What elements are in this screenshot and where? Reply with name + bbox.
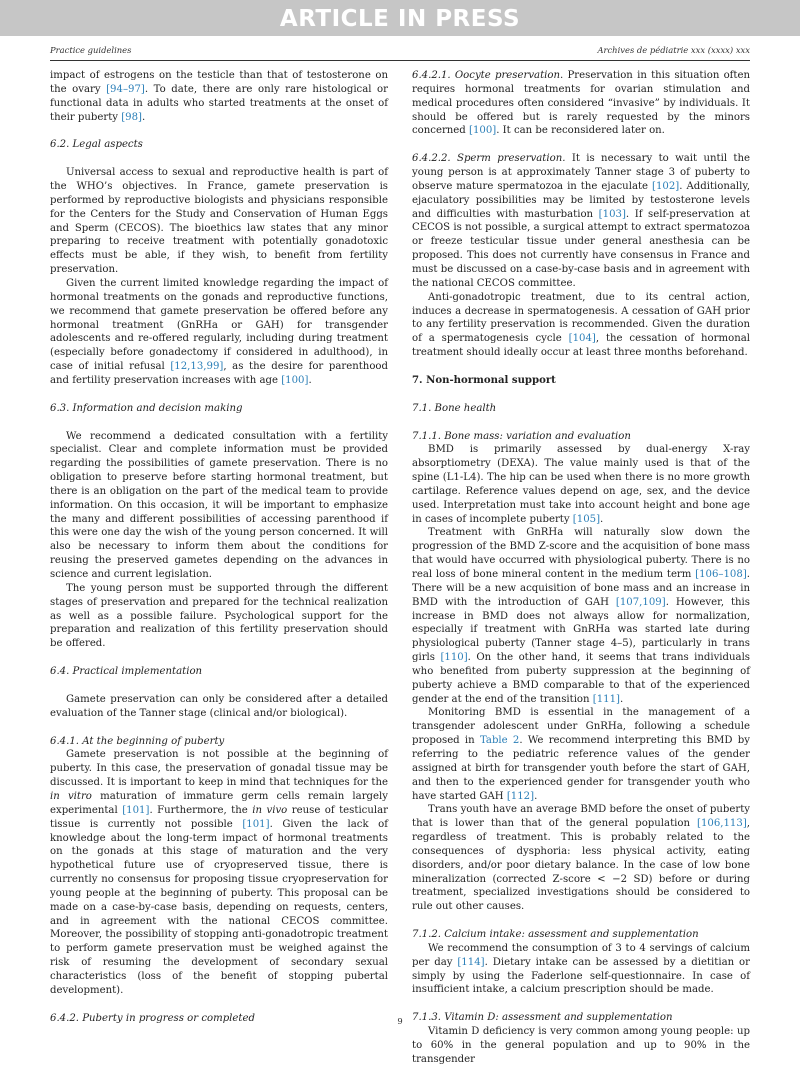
subsection-heading xyxy=(412,430,750,444)
block-spacer xyxy=(50,998,388,1012)
subsection-heading xyxy=(50,735,388,749)
text-run: 7.1.1. Bone mass: variation and evaluation xyxy=(412,430,631,442)
running-head-right: Archives de pédiatrie xxx (xxxx) xxx xyxy=(597,45,750,55)
body-paragraph xyxy=(412,1025,750,1067)
text-run: 7.1.2. Calcium intake: assessment and supplementation xyxy=(412,929,699,941)
body-paragraph xyxy=(50,166,388,277)
citation-link[interactable]: [101] xyxy=(242,818,270,830)
body-paragraph xyxy=(412,291,750,360)
left-column xyxy=(50,69,388,1039)
text-run: Monitoring BMD is essential in the management of a transgender adolescent under GnRHa, following a schedule proposed in xyxy=(412,707,750,747)
running-head-left: Practice guidelines xyxy=(50,45,132,55)
block-spacer xyxy=(412,360,750,374)
right-column xyxy=(412,69,750,1067)
text-run: 7.1. Bone health xyxy=(412,402,497,414)
body-paragraph xyxy=(50,748,388,997)
body-paragraph xyxy=(412,526,750,706)
italic-text: 6.4.2.2. Sperm preservation. xyxy=(412,153,566,165)
body-paragraph xyxy=(50,69,388,124)
text-run: We recommend the consumption of 3 to 4 servings of calcium per day xyxy=(412,942,750,968)
citation-link[interactable]: [98] xyxy=(121,111,142,123)
text-run: We recommend a dedicated consultation with a fertility specialist. Clear and complete information must be provided regarding the possibilities of gamete preservation. There is no obligation to preserve before starting hormonal treatment, but there is an obligation on the part of the medical team to provide information. On this occasion, it will be important to emphasize the many and different possibilities of accessing parenthood if this were one day the wish of the young person concerned. It will also be necessary to inform them about the conditions for reusing the preserved gametes depending on the advances in science and current legislation. xyxy=(50,430,388,580)
block-spacer xyxy=(412,388,750,402)
block-spacer xyxy=(50,1025,388,1039)
body-paragraph xyxy=(50,277,388,388)
text-run: , as the desire for parenthood and fertility preservation increases with age xyxy=(50,361,388,386)
block-spacer xyxy=(50,124,388,138)
text-run: . xyxy=(620,693,624,705)
subsection-heading xyxy=(412,402,750,416)
body-paragraph xyxy=(412,69,750,138)
citation-link[interactable]: [114] xyxy=(457,956,485,968)
text-run: 6.2. Legal aspects xyxy=(50,139,143,151)
text-run: BMD is primarily assessed by dual-energy X-ray absorptiometry (DEXA). The value mainly used is that of the spine (L1-L4). The hip can be used when there is no more growth cartilage. Reference values depend on age, sex, and the device used. Interpretation must take into account height and bone age in cases of incomplete puberty xyxy=(412,444,750,525)
text-run: 6.3. Information and decision making xyxy=(50,402,243,414)
article-in-press-banner: ARTICLE IN PRESS xyxy=(0,0,800,36)
text-run: Universal access to sexual and reproductive health is part of the WHO’s objectives. In France, gamete preservation is performed by reproductive biologists and physicians responsible for the Centers for the Study and Conservation of Human Eggs and Sperm (CECOS). The bioethics law states that any minor preparing to receive treatment with potentially gonadotoxic effects must be able, if they wish, to benefit from fertility preservation. xyxy=(50,167,388,276)
text-run: , regardless of treatment. This is probably related to the consequences of dysphoria: less physical activity, eating disorders, and/or poor dietary balance. In the case of low bone mineralization (corrected Z-score < −2 SD) before or during treatment, specialized investigations should be considered to rule out other causes. xyxy=(412,818,750,913)
citation-link[interactable]: [101] xyxy=(122,804,150,816)
block-spacer xyxy=(412,138,750,152)
citation-link[interactable]: [100] xyxy=(469,125,497,137)
citation-link[interactable]: [103] xyxy=(598,208,626,220)
text-run: . xyxy=(308,374,312,386)
text-run: 6.4. Practical implementation xyxy=(50,666,203,678)
block-spacer xyxy=(50,152,388,166)
citation-link[interactable]: [104] xyxy=(568,333,596,345)
text-run: Gamete preservation is not possible at the beginning of puberty. In this case, the preservation of gonadal tissue may be discussed. It is important to keep in mind that techniques for the xyxy=(50,749,388,789)
text-run: . xyxy=(534,790,538,802)
text-run: The young person must be supported through the different stages of preservation and prepared for the technical realization as well as a possible failure. Psychological support for the preparation and realization of this fertility preservation should be offered. xyxy=(50,582,388,650)
text-run: reuse of testicular tissue is currently not possible xyxy=(50,804,388,830)
text-run: Gamete preservation can only be considered after a detailed evaluation of the Tanner stage (clinical and/or biological). xyxy=(50,693,388,719)
body-paragraph xyxy=(412,152,750,290)
section-heading xyxy=(412,374,750,388)
header-rule xyxy=(50,60,750,61)
text-run: Vitamin D deficiency is very common among young people: up to 60% in the general population and up to 90% in the transgender xyxy=(412,1026,750,1065)
text-run: Treatment with GnRHa will naturally slow down the progression of the BMD Z-score and the acquisition of bone mass that would have occurred with physiological puberty. There is no real loss of bone mineral content in the medium term xyxy=(412,527,750,580)
citation-link[interactable]: [106–108] xyxy=(695,569,747,580)
citation-link[interactable]: [107,109] xyxy=(615,596,666,608)
text-run: 6.4.1. At the beginning of puberty xyxy=(50,735,225,747)
subsection-heading xyxy=(50,402,388,416)
citation-link[interactable]: [100] xyxy=(281,374,309,386)
text-run: . xyxy=(600,513,604,525)
page-number: 9 xyxy=(397,1016,403,1026)
text-run: . We recommend interpreting this BMD by referring to the pediatric reference values of the gender assigned at birth for transgender youth before the start of GAH, and then to the experienced gender for transgender youth who have started GAH xyxy=(412,735,750,802)
citation-link[interactable]: [105] xyxy=(572,513,601,525)
subsection-heading xyxy=(50,665,388,679)
body-paragraph xyxy=(50,430,388,582)
text-run: . If self-preservation at CECOS is not possible, a surgical attempt to extract spermatozoa or freeze testicular tissue under general anesthesia can be proposed. This does not currently have consensus in France and must be discussed on a case-by-case basis and in agreement with the national CECOS committee. xyxy=(412,208,750,289)
text-run: 7. Non-hormonal support xyxy=(412,373,556,386)
citation-link[interactable]: [110] xyxy=(440,652,468,664)
citation-link[interactable]: [112] xyxy=(506,790,535,802)
citation-link[interactable]: Table 2 xyxy=(479,735,520,747)
italic-text: in vitro xyxy=(50,790,92,802)
body-paragraph xyxy=(412,706,750,803)
text-run: . To date, there are only rare histological or functional data in adults who started treatments at the onset of their puberty xyxy=(50,83,388,123)
text-run: . Given the lack of knowledge about the long-term impact of hormonal treatments on the gonads at this stage of maturation and the very hypothetical future use of cryopreserved tissue, there is currently no consensus for proposing tissue cryopreservation for young people at the beginning of puberty. This proposal can be made on a case-by-case basis, depending on requests, centers, and in agreement with the national CECOS committee. Moreover, the possibility of stopping anti-gonadotropic treatment to perform gamete preservation must be weighed against the risk of resuming the development of secondary sexual characteristics (loss of the benefit of stopping pubertal development). xyxy=(50,818,388,996)
text-run: 6.4.2. Puberty in progress or completed xyxy=(50,1012,255,1024)
citation-link[interactable]: [102] xyxy=(652,180,680,192)
text-run: . Furthermore, the xyxy=(149,804,253,816)
subsection-heading xyxy=(50,138,388,152)
body-paragraph xyxy=(50,582,388,651)
citation-link[interactable]: [94–97] xyxy=(106,83,145,95)
text-run: , the cessation of hormonal treatment should ideally occur at least three months beforehand. xyxy=(412,333,750,359)
subsection-heading xyxy=(412,928,750,942)
body-paragraph xyxy=(412,443,750,526)
body-paragraph xyxy=(412,942,750,997)
italic-text: 6.4.2.1. Oocyte preservation. xyxy=(412,70,564,81)
body-paragraph xyxy=(50,693,388,721)
block-spacer xyxy=(412,997,750,1011)
text-run: . On the other hand, it seems that trans individuals who benefited from puberty suppression at the beginning of puberty achieve a BMD comparable to that of the experienced gender at the end of the transition xyxy=(412,652,751,705)
italic-text: in vivo xyxy=(252,804,288,816)
block-spacer xyxy=(412,914,750,928)
text-run: Anti-gonadotropic treatment, due to its central action, induces a decrease in spermatogenesis. A cessation of GAH prior to any fertility preservation is recommended. Given the duration of a spermatogenesis cycle xyxy=(412,291,750,345)
text-run: Preservation in this situation often requires hormonal treatments for ovarian stimulation and medical procedures often considered “invasive” by individuals. It should be offered but is rarely requested by the minors concerned xyxy=(412,70,751,137)
text-run: maturation of immature germ cells remain largely experimental xyxy=(50,790,388,816)
text-run: impact of estrogens on the testicle than that of testosterone on the ovary xyxy=(50,70,388,95)
block-spacer xyxy=(412,416,750,430)
text-run: . Dietary intake can be assessed by a dietitian or simply by using the Faderlone self-questionnaire. In case of insufficient intake, a calcium prescription should be made. xyxy=(412,956,750,996)
text-run: . It can be reconsidered later on. xyxy=(496,125,665,137)
body-paragraph xyxy=(412,803,750,914)
citation-link[interactable]: [106,113] xyxy=(697,818,747,830)
text-run: . However, this increase in BMD does not always allow for normalization, especially if treatment with GnRHa was started late during physiological puberty (Tanner stage 4–5), particularly in trans girls xyxy=(412,596,750,664)
block-spacer xyxy=(50,388,388,402)
citation-link[interactable]: [12,13,99] xyxy=(170,361,224,373)
block-spacer xyxy=(50,651,388,665)
text-run: It is necessary to wait until the young person is at approximately Tanner stage 3 of puberty to observe mature spermatozoa in the ejaculate xyxy=(412,153,751,192)
text-run: Trans youth have an average BMD before the onset of puberty that is lower than that of the general population xyxy=(412,804,750,830)
text-run: . xyxy=(142,111,146,123)
text-run: . There will be a new acquisition of bone mass and an increase in BMD with the introduction of GAH xyxy=(412,569,750,608)
citation-link[interactable]: [111] xyxy=(592,693,621,705)
block-spacer xyxy=(50,679,388,693)
text-run: 7.1.3. Vitamin D: assessment and supplementation xyxy=(412,1012,673,1024)
text-run: Given the current limited knowledge regarding the impact of hormonal treatments on the gonads and reproductive functions, we recommend that gamete preservation be offered before any hormonal treatment (GnRHa or GAH) for transgender adolescents and re-offered regularly, including during treatment (especially before gonadectomy if considered in adulthood), in case of initial refusal xyxy=(50,277,388,373)
block-spacer xyxy=(50,721,388,735)
text-run: . Additionally, ejaculatory possibilities may be limited by testosterone levels and difficulties with masturbation xyxy=(412,180,750,220)
block-spacer xyxy=(50,416,388,430)
